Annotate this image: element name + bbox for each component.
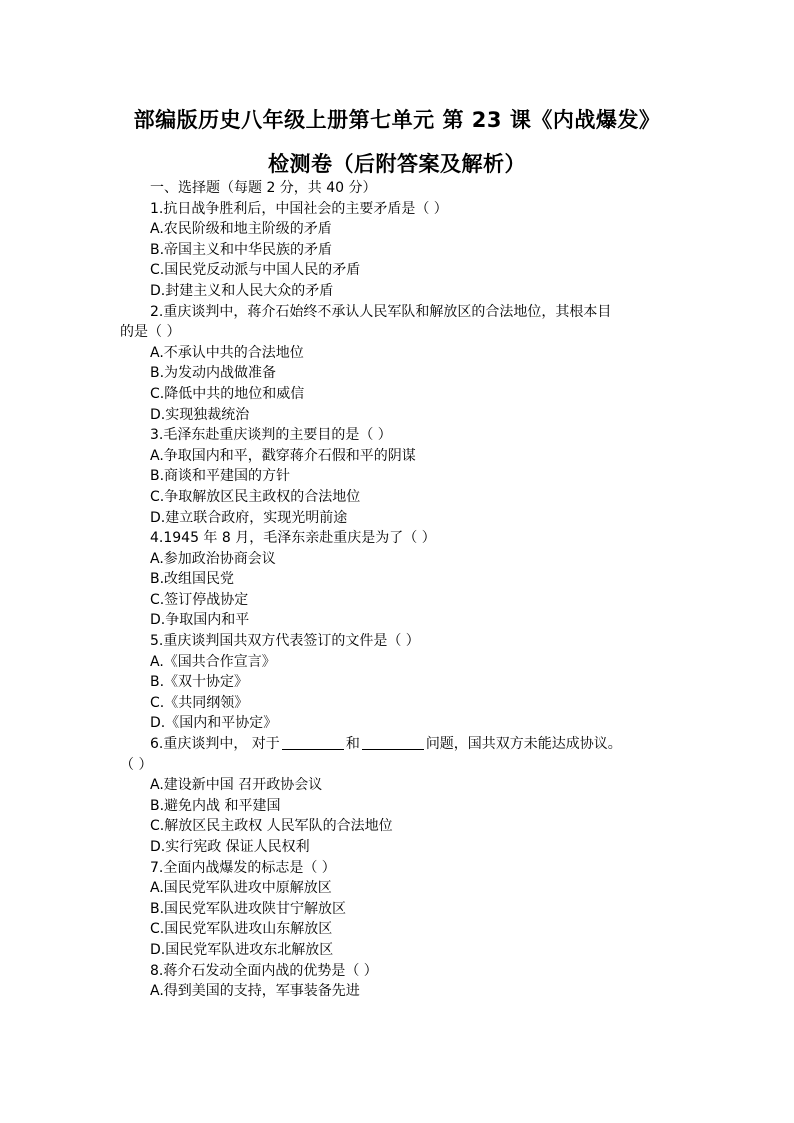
question-5-stem: 5.重庆谈判国共双方代表签订的文件是（ ） — [150, 633, 420, 650]
question-8-option-a: A.得到美国的支持，军事装备先进 — [150, 983, 360, 1000]
question-6-option-d: D.实行宪政 保证人民权利 — [150, 839, 310, 855]
question-6-stem-continued: （ ） — [120, 756, 153, 773]
fill-in-blank-2 — [362, 735, 424, 750]
question-2-stem: 2.重庆谈判中，蒋介石始终不承认人民军队和解放区的合法地位，其根本目 — [150, 303, 612, 320]
question-4-option-d: D.争取国内和平 — [150, 612, 250, 629]
question-3-stem: 3.毛泽东赴重庆谈判的主要目的是（ ） — [150, 427, 392, 444]
question-4-option-c: C.签订停战协定 — [150, 591, 249, 608]
question-6-stem-part-a: 6.重庆谈判中， 对于 — [150, 736, 280, 753]
question-4-stem: 4.1945 年 8 月，毛泽东亲赴重庆是为了（ ） — [150, 530, 436, 547]
question-7-stem: 7.全面内战爆发的标志是（ ） — [150, 859, 336, 876]
fill-in-blank-1 — [282, 735, 344, 750]
question-1-stem: 1.抗日战争胜利后，中国社会的主要矛盾是（ ） — [150, 200, 448, 217]
question-6-stem-part-b: 和 — [345, 736, 360, 753]
question-1-option-d: D.封建主义和人民大众的矛盾 — [150, 282, 334, 299]
question-8-stem: 8.蒋介石发动全面内战的优势是（ ） — [150, 962, 378, 979]
question-6-option-c: C.解放区民主政权 人民军队的合法地位 — [150, 818, 393, 835]
question-1-option-b: B.帝国主义和中华民族的矛盾 — [150, 241, 333, 258]
question-7-option-d: D.国民党军队进攻东北解放区 — [150, 941, 334, 958]
question-5-option-c: C.《共同纲领》 — [150, 694, 249, 711]
question-3-option-b: B.商谈和平建国的方针 — [150, 468, 291, 485]
question-3-option-a: A.争取国内和平，戳穿蒋介石假和平的阴谋 — [150, 447, 416, 464]
question-1-option-a: A.农民阶级和地主阶级的矛盾 — [150, 221, 332, 238]
document-title-line-2: 检测卷（后附答案及解析） — [268, 152, 526, 176]
question-1-option-c: C.国民党反动派与中国人民的矛盾 — [150, 262, 361, 279]
question-7-option-a: A.国民党军队进攻中原解放区 — [150, 880, 332, 897]
question-2-option-a: A.不承认中共的合法地位 — [150, 344, 304, 361]
question-7-option-b: B.国民党军队进攻陕甘宁解放区 — [150, 900, 347, 917]
document-title-line-1: 部编版历史八年级上册第七单元 第 23 课《内战爆发》 — [133, 108, 661, 132]
question-3-option-d: D.建立联合政府，实现光明前途 — [150, 509, 348, 526]
question-5-option-a: A.《国共合作宣言》 — [150, 653, 276, 670]
question-2-option-c: C.降低中共的地位和威信 — [150, 385, 305, 402]
section-header: 一、选择题（每题 2 分，共 40 分） — [150, 180, 377, 196]
question-5-option-d: D.《国内和平协定》 — [150, 715, 278, 732]
question-2-stem-continued: 的是（ ） — [120, 324, 181, 341]
question-3-option-c: C.争取解放区民主政权的合法地位 — [150, 488, 361, 505]
question-6-option-a: A.建设新中国 召开政协会议 — [150, 777, 323, 794]
question-4-option-a: A.参加政治协商会议 — [150, 550, 276, 567]
document-body — [120, 178, 680, 1002]
question-6-option-b: B.避免内战 和平建国 — [150, 797, 281, 814]
question-2-option-d: D.实现独裁统治 — [150, 406, 250, 423]
question-4-option-b: B.改组国民党 — [150, 571, 235, 588]
question-7-option-c: C.国民党军队进攻山东解放区 — [150, 921, 333, 938]
question-6-stem-part-c: 问题，国共双方未能达成协议。 — [425, 736, 622, 753]
question-6-stem — [120, 734, 680, 755]
question-5-option-b: B.《双十协定》 — [150, 674, 249, 691]
question-2-option-b: B.为发动内战做准备 — [150, 365, 277, 382]
